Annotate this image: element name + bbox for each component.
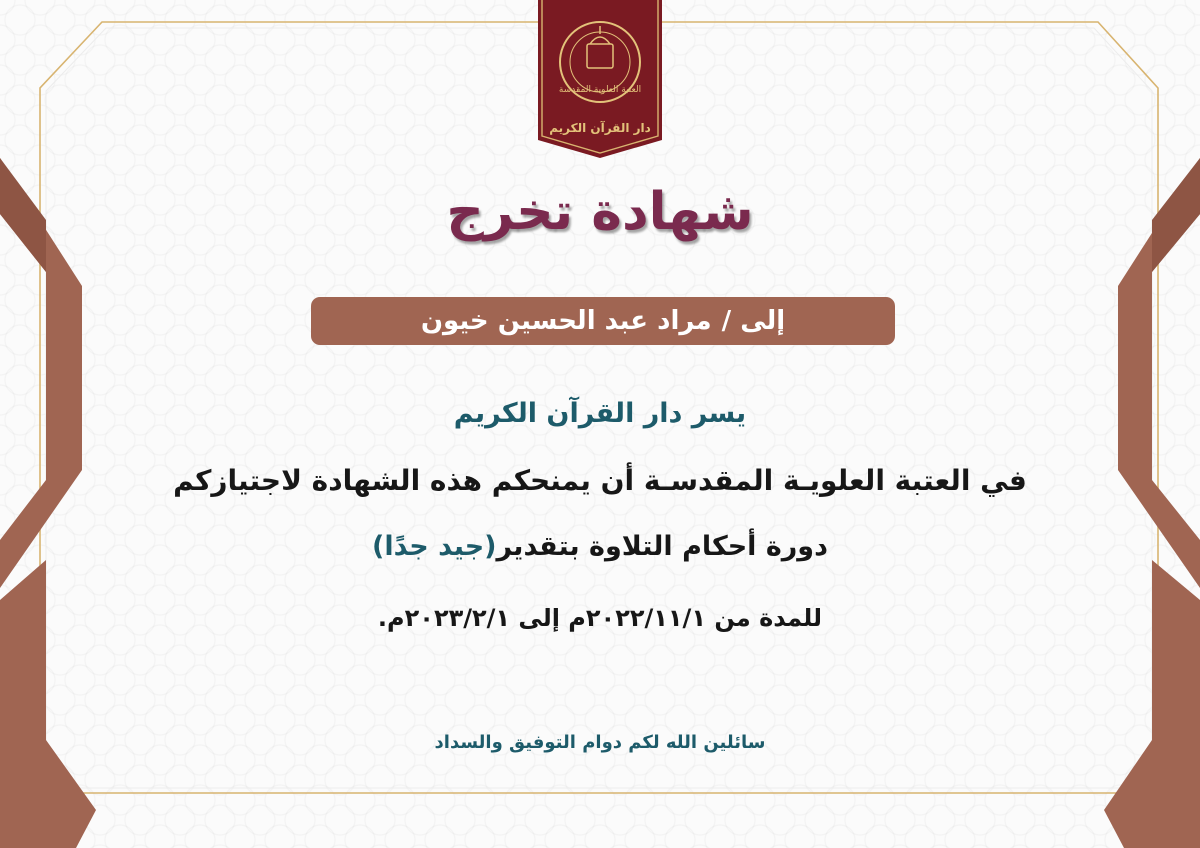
emblem-badge <box>538 0 662 158</box>
emblem-dept-text: دار القرآن الكريم <box>549 121 651 135</box>
certificate-title: شهادة تخرج <box>446 182 754 242</box>
period-line: للمدة من ٢٠٢٢/١١/١م إلى ٢٠٢٣/٢/١م. <box>377 604 823 632</box>
course-line <box>100 525 1100 569</box>
right-lower-ribbon <box>1104 560 1200 848</box>
grant-line: في العتبة العلويـة المقدسـة أن يمنحكم هذه الشهادة لاجتيازكم <box>173 464 1027 497</box>
recipient-prefix: إلى / <box>721 306 786 336</box>
closing-line: سائلين الله لكم دوام التوفيق والسداد <box>434 732 766 753</box>
grade-text: (جيد جدًا) <box>372 531 497 562</box>
left-lower-ribbon <box>0 560 96 848</box>
issuer-line: يسر دار القرآن الكريم <box>453 398 747 429</box>
course-name: دورة أحكام التلاوة بتقدير <box>496 531 828 562</box>
recipient-banner <box>311 297 895 345</box>
recipient-name: مراد عبد الحسين خيون <box>420 306 712 336</box>
emblem-org-text: العتبة العلوية المقدسة <box>558 85 642 95</box>
